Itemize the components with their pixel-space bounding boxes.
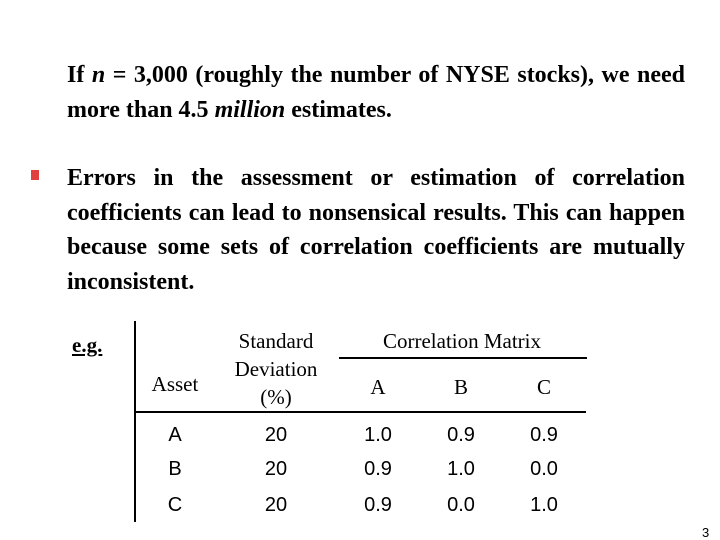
bullet-paragraph: Errors in the assessment or estimation of correlation coefficients can lead to nonsensical results. This can happen because some sets of correlation coefficients are mutually inconsistent. [67, 165, 685, 295]
asset-cell: C [167, 494, 183, 516]
correlation-header-rule [339, 357, 587, 359]
corr-cell: 0.0 [530, 458, 558, 480]
corr-cell: 0.0 [447, 494, 475, 516]
corr-cell: 0.9 [364, 494, 392, 516]
corr-cell: 0.9 [530, 424, 558, 446]
corr-cell: 1.0 [530, 494, 558, 516]
corr-cell: 0.9 [364, 458, 392, 480]
stdev-column-header: Standard Deviation (%) [234, 329, 318, 409]
corr-column-header: B [453, 375, 468, 399]
corr-cell: 1.0 [364, 424, 392, 446]
table-horizontal-rule [134, 411, 586, 413]
corr-cell: 1.0 [447, 458, 475, 480]
page-number: 3 [702, 525, 710, 540]
corr-column-header: C [536, 375, 551, 399]
example-label: e.g. [72, 333, 103, 357]
stdev-cell: 20 [264, 424, 288, 446]
asset-column-header: Asset [151, 372, 199, 396]
table-vertical-rule [134, 321, 136, 522]
intro-paragraph [67, 58, 685, 127]
intro-text-end: estimates. [285, 96, 392, 123]
correlation-matrix-header: Correlation Matrix [382, 329, 542, 353]
corr-cell: 0.9 [447, 424, 475, 446]
stdev-cell: 20 [264, 494, 288, 516]
corr-column-header: A [370, 375, 386, 399]
asset-cell: A [168, 424, 182, 446]
intro-text-middle: = 3,000 (roughly the number of NYSE stocks), we need more than 4.5 [67, 62, 685, 123]
asset-cell: B [168, 458, 182, 480]
stdev-cell: 20 [264, 458, 288, 480]
intro-text-start: If [67, 62, 92, 88]
variable-n: n [91, 62, 106, 88]
emphasis-million: million [214, 96, 286, 123]
bullet-square-icon [31, 170, 39, 180]
